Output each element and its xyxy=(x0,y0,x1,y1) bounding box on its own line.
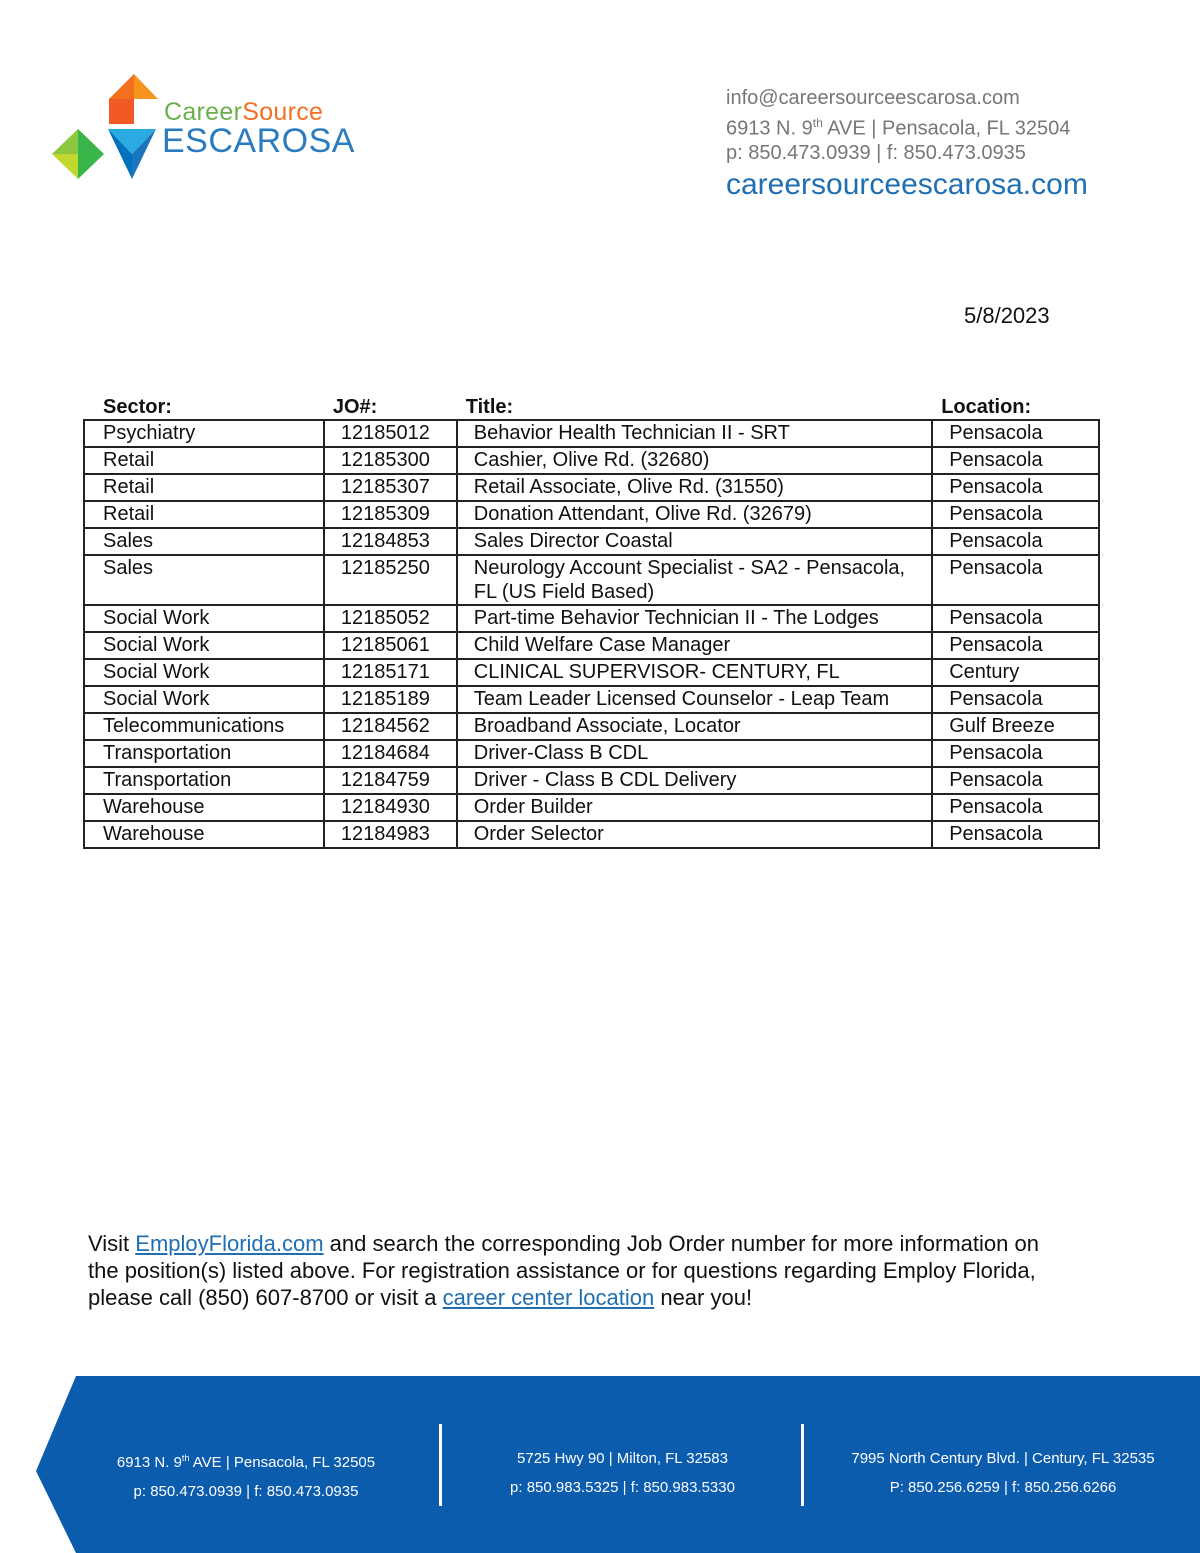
sector-cell: Retail xyxy=(84,447,324,474)
title-cell: Order Builder xyxy=(457,794,932,821)
table-row xyxy=(84,632,1099,659)
document-date: 5/8/2023 xyxy=(964,303,1050,328)
title-cell: Retail Associate, Olive Rd. (31550) xyxy=(457,474,932,501)
title-cell: Child Welfare Case Manager xyxy=(457,632,932,659)
footer-milton-office: 5725 Hwy 90 | Milton, FL 32583 p: 850.983.5325 | f: 850.983.5330 xyxy=(510,1450,735,1496)
location-cell: Pensacola xyxy=(932,767,1099,794)
table-row xyxy=(84,447,1099,474)
logo-name-top: CareerSource xyxy=(164,98,324,126)
jo-number-cell: 12185309 xyxy=(324,501,457,528)
header-location: Location: xyxy=(941,396,1032,418)
title-cell: Neurology Account Specialist - SA2 - Pensacola, FL (US Field Based) xyxy=(457,555,932,605)
location-cell: Pensacola xyxy=(932,447,1099,474)
info-note: Visit EmployFlorida.com and search the corresponding Job Order number for more information on the position(s) listed above. For registration assistance or for questions regarding Employ Florida, please call (850) 607-8700 or visit a career center location near you! xyxy=(88,1231,1039,1310)
sector-cell: Social Work xyxy=(84,605,324,632)
location-cell: Pensacola xyxy=(932,420,1099,447)
jo-number-cell: 12184684 xyxy=(324,740,457,767)
title-cell: Team Leader Licensed Counselor - Leap Team xyxy=(457,686,932,713)
location-cell: Pensacola xyxy=(932,501,1099,528)
jo-number-cell: 12185307 xyxy=(324,474,457,501)
footer-pensacola-office: 6913 N. 9th AVE | Pensacola, FL 32505 p: 850.473.0939 | f: 850.473.0935 xyxy=(116,1453,376,1500)
table-row xyxy=(84,821,1099,848)
table-row xyxy=(84,794,1099,821)
logo-diamond-icon xyxy=(52,74,162,184)
sector-cell: Transportation xyxy=(84,740,324,767)
table-row xyxy=(84,605,1099,632)
header-sector: Sector: xyxy=(103,396,172,418)
footer-divider xyxy=(801,1424,804,1506)
header-address: 6913 N. 9th AVE | Pensacola, FL 32504 xyxy=(726,115,1071,140)
jo-number-cell: 12185052 xyxy=(324,605,457,632)
sector-cell: Warehouse xyxy=(84,794,324,821)
location-cell: Gulf Breeze xyxy=(932,713,1099,740)
sector-cell: Social Work xyxy=(84,686,324,713)
jo-number-cell: 12184853 xyxy=(324,528,457,555)
table-row xyxy=(84,740,1099,767)
employflorida-link[interactable]: EmployFlorida.com xyxy=(135,1231,324,1256)
location-cell: Pensacola xyxy=(932,686,1099,713)
table-row xyxy=(84,420,1099,447)
title-cell: Driver-Class B CDL xyxy=(457,740,932,767)
jo-number-cell: 12185012 xyxy=(324,420,457,447)
header-website: careersourceescarosa.com xyxy=(726,168,1088,202)
location-cell: Pensacola xyxy=(932,605,1099,632)
sector-cell: Psychiatry xyxy=(84,420,324,447)
sector-cell: Social Work xyxy=(84,659,324,686)
header-contact xyxy=(726,86,1088,203)
table-row xyxy=(84,713,1099,740)
footer-divider xyxy=(439,1424,442,1506)
title-cell: Cashier, Olive Rd. (32680) xyxy=(457,447,932,474)
sector-cell: Warehouse xyxy=(84,821,324,848)
header-jo-number: JO#: xyxy=(332,396,378,418)
location-cell: Pensacola xyxy=(932,632,1099,659)
sector-cell: Retail xyxy=(84,474,324,501)
location-cell: Pensacola xyxy=(932,740,1099,767)
jo-number-cell: 12185300 xyxy=(324,447,457,474)
sector-cell: Retail xyxy=(84,501,324,528)
table-row xyxy=(84,474,1099,501)
sector-cell: Sales xyxy=(84,528,324,555)
jo-number-cell: 12185171 xyxy=(324,659,457,686)
location-cell: Pensacola xyxy=(932,821,1099,848)
location-cell: Pensacola xyxy=(932,555,1099,605)
jo-number-cell: 12184759 xyxy=(324,767,457,794)
header-title: Title: xyxy=(465,396,514,418)
location-cell: Pensacola xyxy=(932,794,1099,821)
jo-number-cell: 12185061 xyxy=(324,632,457,659)
header-phone: p: 850.473.0939 | f: 850.473.0935 xyxy=(726,141,1026,164)
jo-number-cell: 12184983 xyxy=(324,821,457,848)
logo-name-bottom: ESCAROSA xyxy=(162,122,355,160)
header-email: info@careersourceescarosa.com xyxy=(726,87,1020,109)
jo-number-cell: 12185189 xyxy=(324,686,457,713)
title-cell: Driver - Class B CDL Delivery xyxy=(457,767,932,794)
title-cell: Broadband Associate, Locator xyxy=(457,713,932,740)
table-header-row xyxy=(84,395,1099,420)
table-row xyxy=(84,686,1099,713)
table-row xyxy=(84,528,1099,555)
title-cell: Behavior Health Technician II - SRT xyxy=(457,420,932,447)
sector-cell: Social Work xyxy=(84,632,324,659)
location-cell: Pensacola xyxy=(932,528,1099,555)
table-row xyxy=(84,767,1099,794)
sector-cell: Transportation xyxy=(84,767,324,794)
table-row xyxy=(84,555,1099,605)
title-cell: Order Selector xyxy=(457,821,932,848)
jo-number-cell: 12185250 xyxy=(324,555,457,605)
footer-century-office: 7995 North Century Blvd. | Century, FL 32535 P: 850.256.6259 | f: 850.256.6266 xyxy=(851,1450,1155,1496)
careersource-logo xyxy=(52,74,355,184)
job-orders-table xyxy=(83,395,1100,849)
title-cell: CLINICAL SUPERVISOR- CENTURY, FL xyxy=(457,659,932,686)
title-cell: Donation Attendant, Olive Rd. (32679) xyxy=(457,501,932,528)
location-cell: Pensacola xyxy=(932,474,1099,501)
location-cell: Century xyxy=(932,659,1099,686)
jo-number-cell: 12184562 xyxy=(324,713,457,740)
title-cell: Sales Director Coastal xyxy=(457,528,932,555)
sector-cell: Sales xyxy=(84,555,324,605)
jo-number-cell: 12184930 xyxy=(324,794,457,821)
career-center-link[interactable]: career center location xyxy=(442,1285,655,1310)
table-row xyxy=(84,659,1099,686)
sector-cell: Telecommunications xyxy=(84,713,324,740)
title-cell: Part-time Behavior Technician II - The Lodges xyxy=(457,605,932,632)
table-row xyxy=(84,501,1099,528)
